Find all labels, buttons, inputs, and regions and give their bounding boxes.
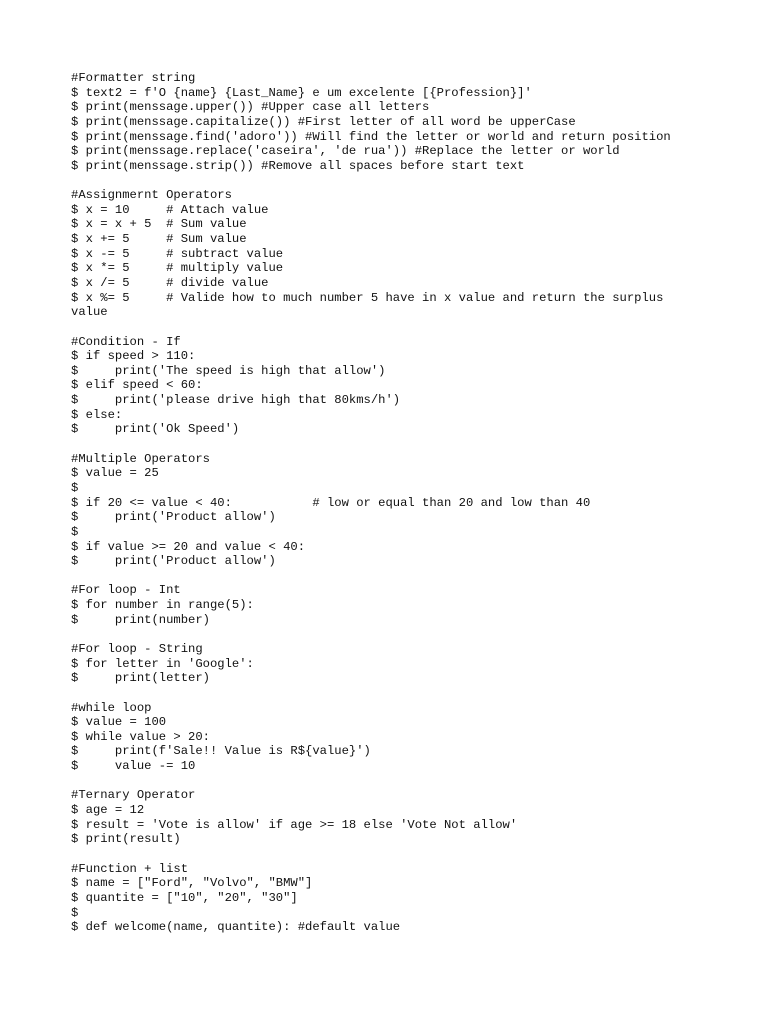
- section-heading: #Formatter string: [71, 71, 196, 85]
- code-line: $ age = 12: [71, 803, 145, 818]
- code-line: $ if speed > 110:: [71, 349, 196, 364]
- code-line: $ result = 'Vote is allow' if age >= 18 else 'Vote Not allow': [71, 817, 518, 832]
- code-line: $ value -= 10: [71, 759, 196, 774]
- code-line: $: [71, 524, 79, 539]
- code-line: $ print(result): [71, 832, 181, 847]
- code-line: [71, 320, 731, 335]
- code-line: $ print('Product allow'): [71, 510, 276, 525]
- code-line: value: [71, 305, 108, 320]
- code-line: $ x %= 5 # Valide how to much number 5 have in x value and return the surplus: [71, 290, 664, 305]
- code-line: $ for number in range(5):: [71, 598, 254, 613]
- section-heading: #For loop - String: [71, 641, 203, 656]
- code-line: $: [71, 480, 79, 495]
- section-heading: #For loop - Int: [71, 583, 181, 598]
- code-line: $ def welcome(name, quantite): #default value: [71, 920, 401, 935]
- code-line: $ print(menssage.strip()) #Remove all spaces before start text: [71, 158, 525, 173]
- code-line: $ if value >= 20 and value < 40:: [71, 539, 306, 554]
- code-line: $ print(f'Sale!! Value is R${value}'): [71, 744, 371, 759]
- code-line: $ print(number): [71, 612, 210, 627]
- code-line: $ print(menssage.capitalize()) #First letter of all word be upperCase: [71, 114, 576, 129]
- code-line: $ if 20 <= value < 40: # low or equal than 20 and low than 40: [71, 495, 591, 510]
- code-line: [71, 569, 731, 584]
- code-line: $ for letter in 'Google':: [71, 656, 254, 671]
- code-line: $ x += 5 # Sum value: [71, 232, 247, 247]
- code-line: $ print(menssage.replace('caseira', 'de rua')) #Replace the letter or world: [71, 144, 620, 159]
- code-line: $ print('Product allow'): [71, 554, 276, 569]
- section-heading: #Ternary Operator: [71, 788, 196, 803]
- code-line: [71, 686, 731, 701]
- code-line: $ else:: [71, 407, 123, 422]
- code-line: $ print(letter): [71, 671, 210, 686]
- code-line: $ x -= 5 # subtract value: [71, 246, 284, 261]
- code-line: $ x *= 5 # multiply value: [71, 261, 284, 276]
- code-line: $ print('Ok Speed'): [71, 422, 240, 437]
- code-line: $ x = 10 # Attach value: [71, 202, 269, 217]
- code-line: $ print(menssage.upper()) #Upper case all letters: [71, 100, 430, 115]
- code-line: $ value = 25: [71, 466, 159, 481]
- code-line: $ x = x + 5 # Sum value: [71, 217, 247, 232]
- code-line: [71, 173, 731, 188]
- code-line: $ print(menssage.find('adoro')) #Will find the letter or world and return position: [71, 129, 671, 144]
- code-line: [71, 437, 731, 452]
- code-line: $ print('The speed is high that allow'): [71, 363, 386, 378]
- code-line: $: [71, 905, 79, 920]
- document-page: [71, 71, 731, 935]
- section-heading: #Condition - If: [71, 334, 181, 349]
- code-line: $ value = 100: [71, 715, 167, 730]
- section-heading: #Multiple Operators: [71, 451, 210, 466]
- section-heading: #while loop: [71, 700, 152, 715]
- code-line: $ quantite = ["10", "20", "30"]: [71, 890, 298, 905]
- code-line: [71, 774, 731, 789]
- code-line: $ while value > 20:: [71, 729, 210, 744]
- code-line: $ x /= 5 # divide value: [71, 275, 269, 290]
- section-heading: #Assignmernt Operators: [71, 188, 232, 203]
- code-line: $ text2 = f'O {name} {Last_Name} e um excelente [{Profession}]': [71, 85, 532, 100]
- code-line: [71, 847, 731, 862]
- code-line: [71, 627, 731, 642]
- code-line: $ elif speed < 60:: [71, 378, 203, 393]
- code-line: $ name = ["Ford", "Volvo", "BMW"]: [71, 876, 313, 891]
- code-line: $ print('please drive high that 80kms/h'): [71, 393, 401, 408]
- section-heading: #Function + list: [71, 861, 189, 876]
